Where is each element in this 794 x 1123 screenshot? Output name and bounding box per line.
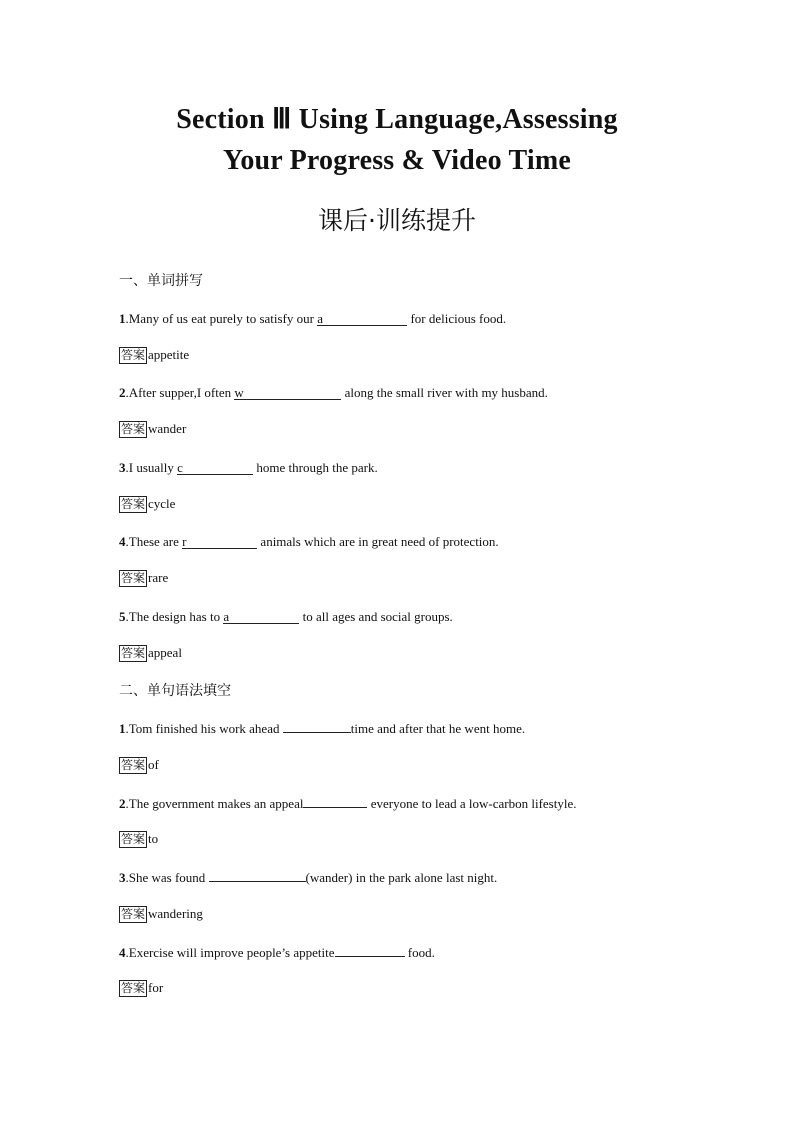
answer-text: for — [148, 980, 164, 995]
answer-tag: 答案 — [121, 646, 146, 660]
question-text: (wander) in the park alone last night. — [305, 870, 498, 885]
question-number: 4 — [119, 945, 126, 960]
question-text: time and after that he went home. — [350, 721, 526, 736]
section-heading-grammar: 二、单句语法填空 — [119, 683, 231, 699]
question-number: 2 — [119, 385, 126, 400]
answer-tag: 答案 — [121, 422, 146, 436]
question-number: 2 — [119, 796, 126, 811]
question-text: along the small river with my husband. — [341, 385, 548, 400]
question-text: .Many of us eat purely to satisfy our — [125, 311, 318, 326]
answer-blank — [177, 461, 253, 475]
question-text: everyone to lead a low-carbon lifestyle. — [367, 796, 577, 811]
question-1-1 — [119, 310, 506, 328]
answer-blank — [335, 943, 405, 957]
question-number: 4 — [119, 534, 126, 549]
question-text: food. — [404, 945, 435, 960]
answer-1-3 — [119, 495, 175, 513]
question-text: for delicious food. — [407, 311, 507, 326]
page-subtitle: 课后·训练提升 — [318, 206, 476, 235]
question-number: 1 — [119, 311, 126, 326]
answer-blank — [234, 386, 341, 400]
answer-text: rare — [148, 570, 169, 585]
question-2-2 — [119, 794, 576, 813]
answer-tag: 答案 — [121, 348, 146, 362]
answer-tag: 答案 — [121, 497, 146, 511]
answer-blank — [209, 868, 306, 882]
answer-blank — [182, 535, 257, 549]
question-text: .Exercise will improve people’s appetite — [125, 945, 335, 960]
question-text: .I usually — [125, 460, 178, 475]
blank-hint-letter: a — [223, 609, 230, 624]
answer-text: wander — [148, 421, 187, 436]
question-1-4 — [119, 533, 499, 551]
answer-tag: 答案 — [121, 758, 146, 772]
question-2-4 — [119, 943, 435, 962]
question-number: 3 — [119, 870, 126, 885]
question-2-3 — [119, 868, 497, 887]
answer-blank — [317, 312, 407, 326]
answer-tag: 答案 — [121, 571, 146, 585]
answer-text: of — [148, 757, 159, 772]
answer-2-1 — [119, 756, 159, 774]
question-text: home through the park. — [253, 460, 378, 475]
question-1-3 — [119, 459, 378, 477]
answer-tag: 答案 — [121, 832, 146, 846]
answer-1-2 — [119, 420, 186, 438]
question-text: .Tom finished his work ahead — [125, 721, 283, 736]
answer-text: to — [148, 831, 159, 846]
question-number: 1 — [119, 721, 126, 736]
question-text: animals which are in great need of protection. — [257, 534, 499, 549]
answer-text: wandering — [148, 906, 203, 921]
blank-hint-letter: r — [182, 534, 187, 549]
question-number: 3 — [119, 460, 126, 475]
answer-2-3 — [119, 905, 203, 923]
question-text: .The design has to — [125, 609, 224, 624]
answer-1-5 — [119, 644, 182, 662]
question-2-1 — [119, 719, 525, 738]
question-1-2 — [119, 384, 548, 402]
section-heading-spelling: 一、单词拼写 — [119, 273, 203, 289]
blank-hint-letter: w — [234, 385, 244, 400]
answer-blank — [303, 794, 367, 808]
answer-blank — [283, 719, 351, 733]
answer-tag: 答案 — [121, 907, 146, 921]
question-text: .After supper,I often — [125, 385, 235, 400]
answer-1-1 — [119, 346, 189, 364]
page-title-line-1: Section Ⅲ Using Language,Assessing — [176, 104, 618, 135]
blank-hint-letter: a — [317, 311, 323, 326]
answer-2-2 — [119, 830, 158, 848]
question-number: 5 — [119, 609, 126, 624]
question-text: to all ages and social groups. — [299, 609, 453, 624]
answer-1-4 — [119, 569, 168, 587]
question-1-5 — [119, 608, 453, 626]
question-text: .The government makes an appeal — [125, 796, 304, 811]
question-text: .These are — [125, 534, 183, 549]
answer-2-4 — [119, 979, 163, 997]
answer-tag: 答案 — [121, 981, 146, 995]
blank-hint-letter: c — [177, 460, 183, 475]
answer-text: cycle — [148, 496, 176, 511]
answer-text: appetite — [148, 347, 190, 362]
page-title-line-2: Your Progress & Video Time — [223, 145, 571, 176]
answer-text: appeal — [148, 645, 182, 660]
answer-blank — [223, 610, 299, 624]
question-text: .She was found — [125, 870, 209, 885]
